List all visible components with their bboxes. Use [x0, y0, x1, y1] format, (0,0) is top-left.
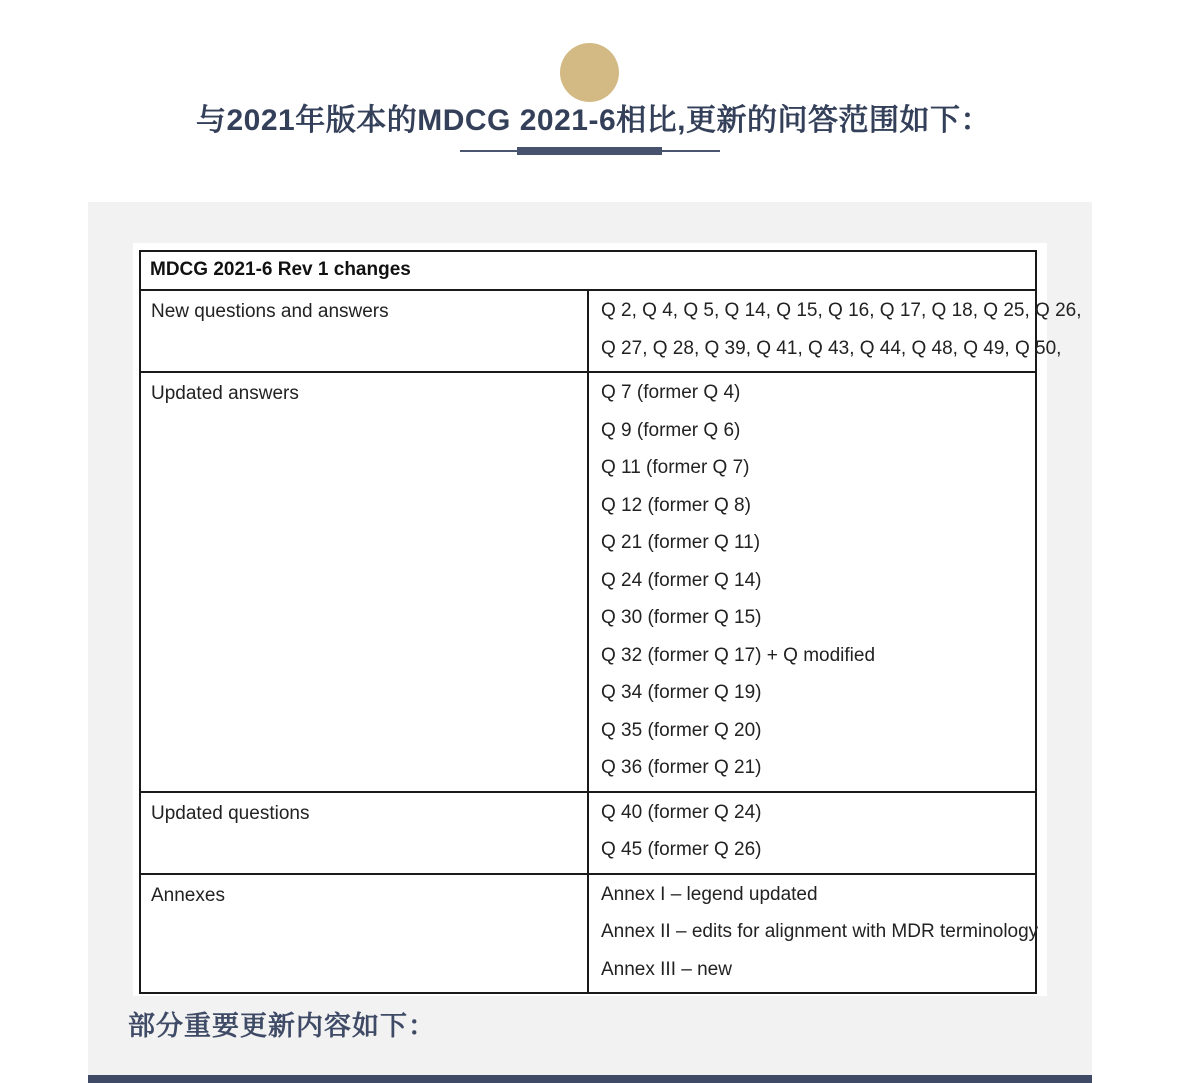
row-line: Q 11 (former Q 7) — [601, 457, 750, 478]
table-row — [140, 874, 1036, 994]
row-line: Q 27, Q 28, Q 39, Q 41, Q 43, Q 44, Q 48, Q 49, Q 50, — [601, 337, 1062, 359]
table-title: MDCG 2021-6 Rev 1 changes — [140, 251, 1036, 290]
page-title: 与2021年版本的MDCG 2021-6相比,更新的问答范围如下： — [196, 104, 991, 137]
row-line: Annex II – edits for alignment with MDR terminology — [601, 921, 1039, 942]
row-line: Annex III – new — [601, 958, 732, 980]
table-title-row — [140, 251, 1036, 290]
row-label: Annexes — [140, 874, 588, 994]
table-row — [140, 792, 1036, 874]
row-lines — [588, 372, 1036, 792]
row-label: Updated questions — [140, 792, 588, 874]
row-line: Q 2, Q 4, Q 5, Q 14, Q 15, Q 16, Q 17, Q 18, Q 25, Q 26, — [601, 300, 1082, 321]
row-lines — [588, 874, 1039, 994]
document-card — [133, 243, 1082, 996]
row-line: Q 34 (former Q 19) — [601, 682, 762, 703]
content-panel — [88, 202, 1092, 1083]
row-line: Q 12 (former Q 8) — [601, 494, 751, 516]
row-line: Q 30 (former Q 15) — [601, 607, 762, 628]
footer-bar — [88, 1075, 1092, 1083]
row-lines — [588, 290, 1082, 372]
row-line: Q 45 (former Q 26) — [601, 839, 762, 860]
row-label: Updated answers — [140, 372, 588, 792]
gold-dot-decoration — [560, 43, 619, 102]
table-row — [140, 290, 1036, 372]
row-label: New questions and answers — [140, 290, 588, 372]
row-line: Q 7 (former Q 4) — [601, 382, 741, 403]
row-lines — [588, 792, 1036, 874]
row-line: Q 9 (former Q 6) — [601, 419, 741, 441]
row-line: Q 24 (former Q 14) — [601, 569, 762, 591]
section-subheading: 部分重要更新内容如下： — [128, 1011, 436, 1041]
row-line: Annex I – legend updated — [601, 883, 818, 905]
changes-table-body — [140, 251, 1082, 993]
row-line: Q 21 (former Q 11) — [601, 532, 761, 553]
heading-divider-bar — [517, 147, 662, 155]
changes-table — [139, 250, 1082, 994]
row-line: Q 36 (former Q 21) — [601, 757, 762, 778]
row-line: Q 40 (former Q 24) — [601, 801, 762, 823]
row-line: Q 35 (former Q 20) — [601, 719, 762, 741]
table-row — [140, 372, 1036, 792]
row-line: Q 32 (former Q 17) + Q modified — [601, 644, 876, 666]
